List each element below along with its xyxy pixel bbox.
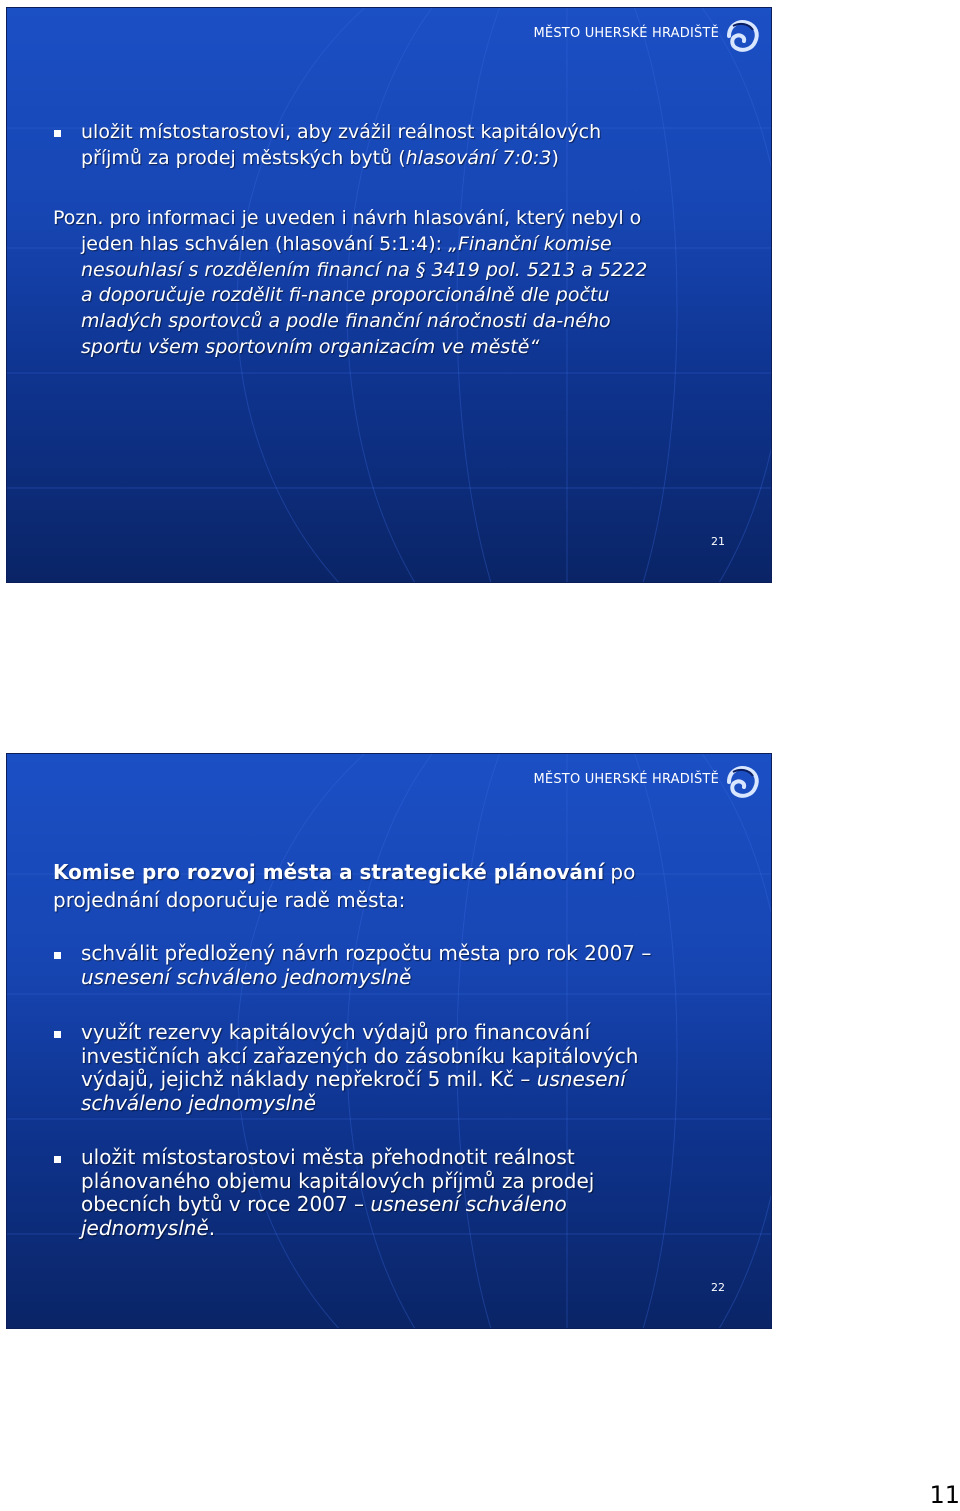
text-line: usnesení schváleno (370, 1192, 567, 1216)
bullet-text (53, 120, 771, 172)
heading-text: po (604, 860, 636, 884)
city-logo-icon (723, 16, 763, 56)
text-line: . (208, 1215, 216, 1240)
city-header: MĚSTO UHERSKÉ HRADIŠTĚ (533, 26, 719, 41)
text-line: využít rezervy kapitálových výdajů pro financování (81, 1020, 591, 1044)
text-line: jednomyslně (81, 1215, 209, 1240)
slide-page-number: 21 (711, 535, 725, 548)
note-line: nesouhlasí s rozdělením financí na § 3419 pol. 5213 a 5222 (81, 258, 648, 281)
note-line: Pozn. pro informaci je uveden i návrh hlasování, který nebyl o (53, 207, 642, 229)
note-line: a doporučuje rozdělit fi-nance proporcionálně dle počtu (81, 284, 610, 307)
slide-22 (6, 753, 772, 1329)
city-logo-icon (723, 762, 763, 802)
slide-21 (6, 7, 772, 583)
text-line: obecních bytů v roce 2007 – (81, 1192, 371, 1216)
text-line: plánovaného objemu kapitálových příjmů za prodej (81, 1168, 595, 1193)
text-line: usnesení schváleno jednomyslně (81, 964, 412, 989)
text-line: příjmů za prodej městských bytů ( (81, 146, 406, 169)
text-line: uložit místostarostovi, aby zvážil reálnost kapitálových (81, 121, 602, 143)
text-line: schválit předložený návrh rozpočtu města pro rok 2007 – (81, 941, 652, 965)
document-page-number: 11 (929, 1481, 960, 1509)
heading-bold: Komise pro rozvoj města a strategické plánování (53, 860, 605, 884)
slide-heading (53, 858, 743, 914)
city-header: MĚSTO UHERSKÉ HRADIŠTĚ (533, 772, 719, 787)
text-line: usnesení (536, 1067, 626, 1091)
note-line: mladých sportovců a podle finanční náročnosti da-ného (81, 310, 611, 333)
note-paragraph (53, 206, 743, 361)
bullet-text (53, 1146, 771, 1240)
bullet-text (53, 942, 771, 989)
text-line: investičních akcí zařazených do zásobníku kapitálových (81, 1043, 639, 1068)
text-line: výdajů, jejichž náklady nepřekročí 5 mil. Kč – (81, 1067, 537, 1091)
heading-text: projednání doporučuje radě města: (53, 888, 406, 912)
slide-page-number: 22 (711, 1281, 725, 1294)
text-line: ) (551, 146, 559, 169)
text-line: uložit místostarostovi města přehodnotit reálnost (81, 1145, 575, 1169)
text-line: schváleno jednomyslně (81, 1090, 317, 1115)
vote-result: hlasování 7:0:3 (405, 146, 552, 169)
bullet-text (53, 1021, 771, 1115)
note-line: „Finanční komise (448, 232, 612, 255)
note-line: sportu všem sportovním organizacím ve městě“ (81, 335, 540, 358)
note-line: jeden hlas schválen (hlasování 5:1:4): (81, 232, 449, 255)
